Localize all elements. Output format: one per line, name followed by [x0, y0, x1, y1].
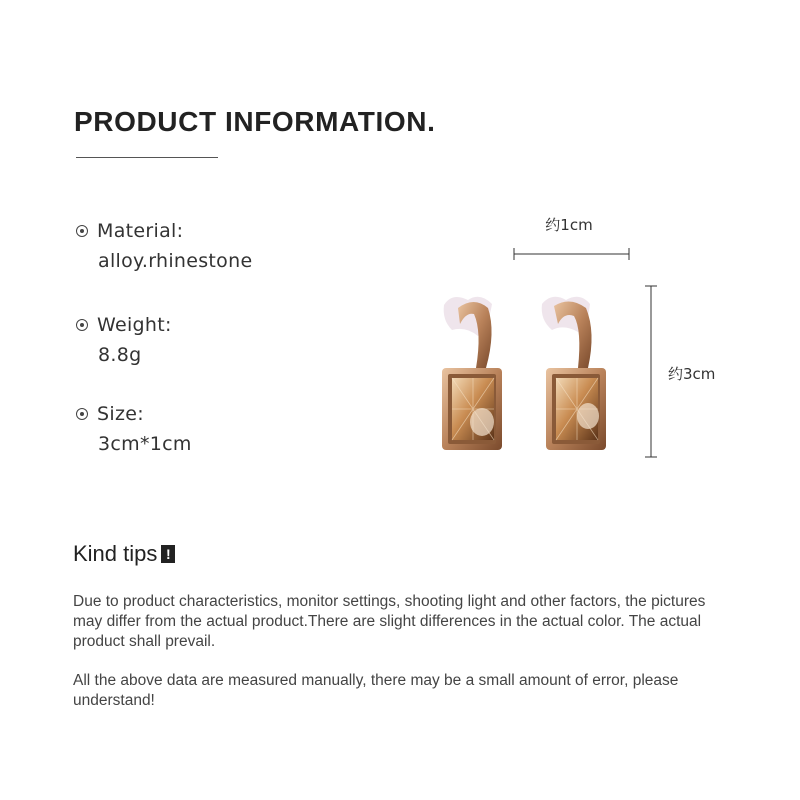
spec-material: [76, 220, 252, 272]
spec-weight: [76, 314, 172, 366]
kind-tips-title: Kind tips: [73, 541, 158, 566]
height-dimension-line: [645, 286, 657, 457]
exclamation-icon: !: [161, 545, 175, 563]
spec-label: Size:: [97, 403, 144, 425]
bullet-icon: [76, 319, 88, 331]
height-label: 约3cm: [668, 365, 716, 383]
earring-right: [542, 297, 606, 450]
earring-left: [442, 297, 502, 450]
bullet-icon: [76, 225, 88, 237]
product-photo: [430, 200, 750, 480]
title-underline: [76, 157, 218, 158]
spec-label: Material:: [97, 220, 184, 242]
spec-value: 3cm*1cm: [98, 433, 192, 455]
width-dimension-line: [514, 248, 629, 260]
bullet-icon: [76, 408, 88, 420]
measurement-note: All the above data are measured manually, there may be a small amount of error, please understand!: [73, 672, 679, 709]
spec-value: 8.8g: [98, 344, 142, 366]
disclaimer-paragraph: Due to product characteristics, monitor settings, shooting light and other factors, the pictures may differ from the actual product.There are slight differences in the actual color. The actual product shall prevail.: [73, 593, 706, 650]
spec-size: [76, 403, 192, 455]
spec-label: Weight:: [97, 314, 172, 336]
spec-value: alloy.rhinestone: [98, 250, 253, 272]
width-label: 约1cm: [545, 216, 593, 234]
page-title: PRODUCT INFORMATION.: [74, 106, 436, 137]
kind-tips-heading: [73, 541, 175, 567]
